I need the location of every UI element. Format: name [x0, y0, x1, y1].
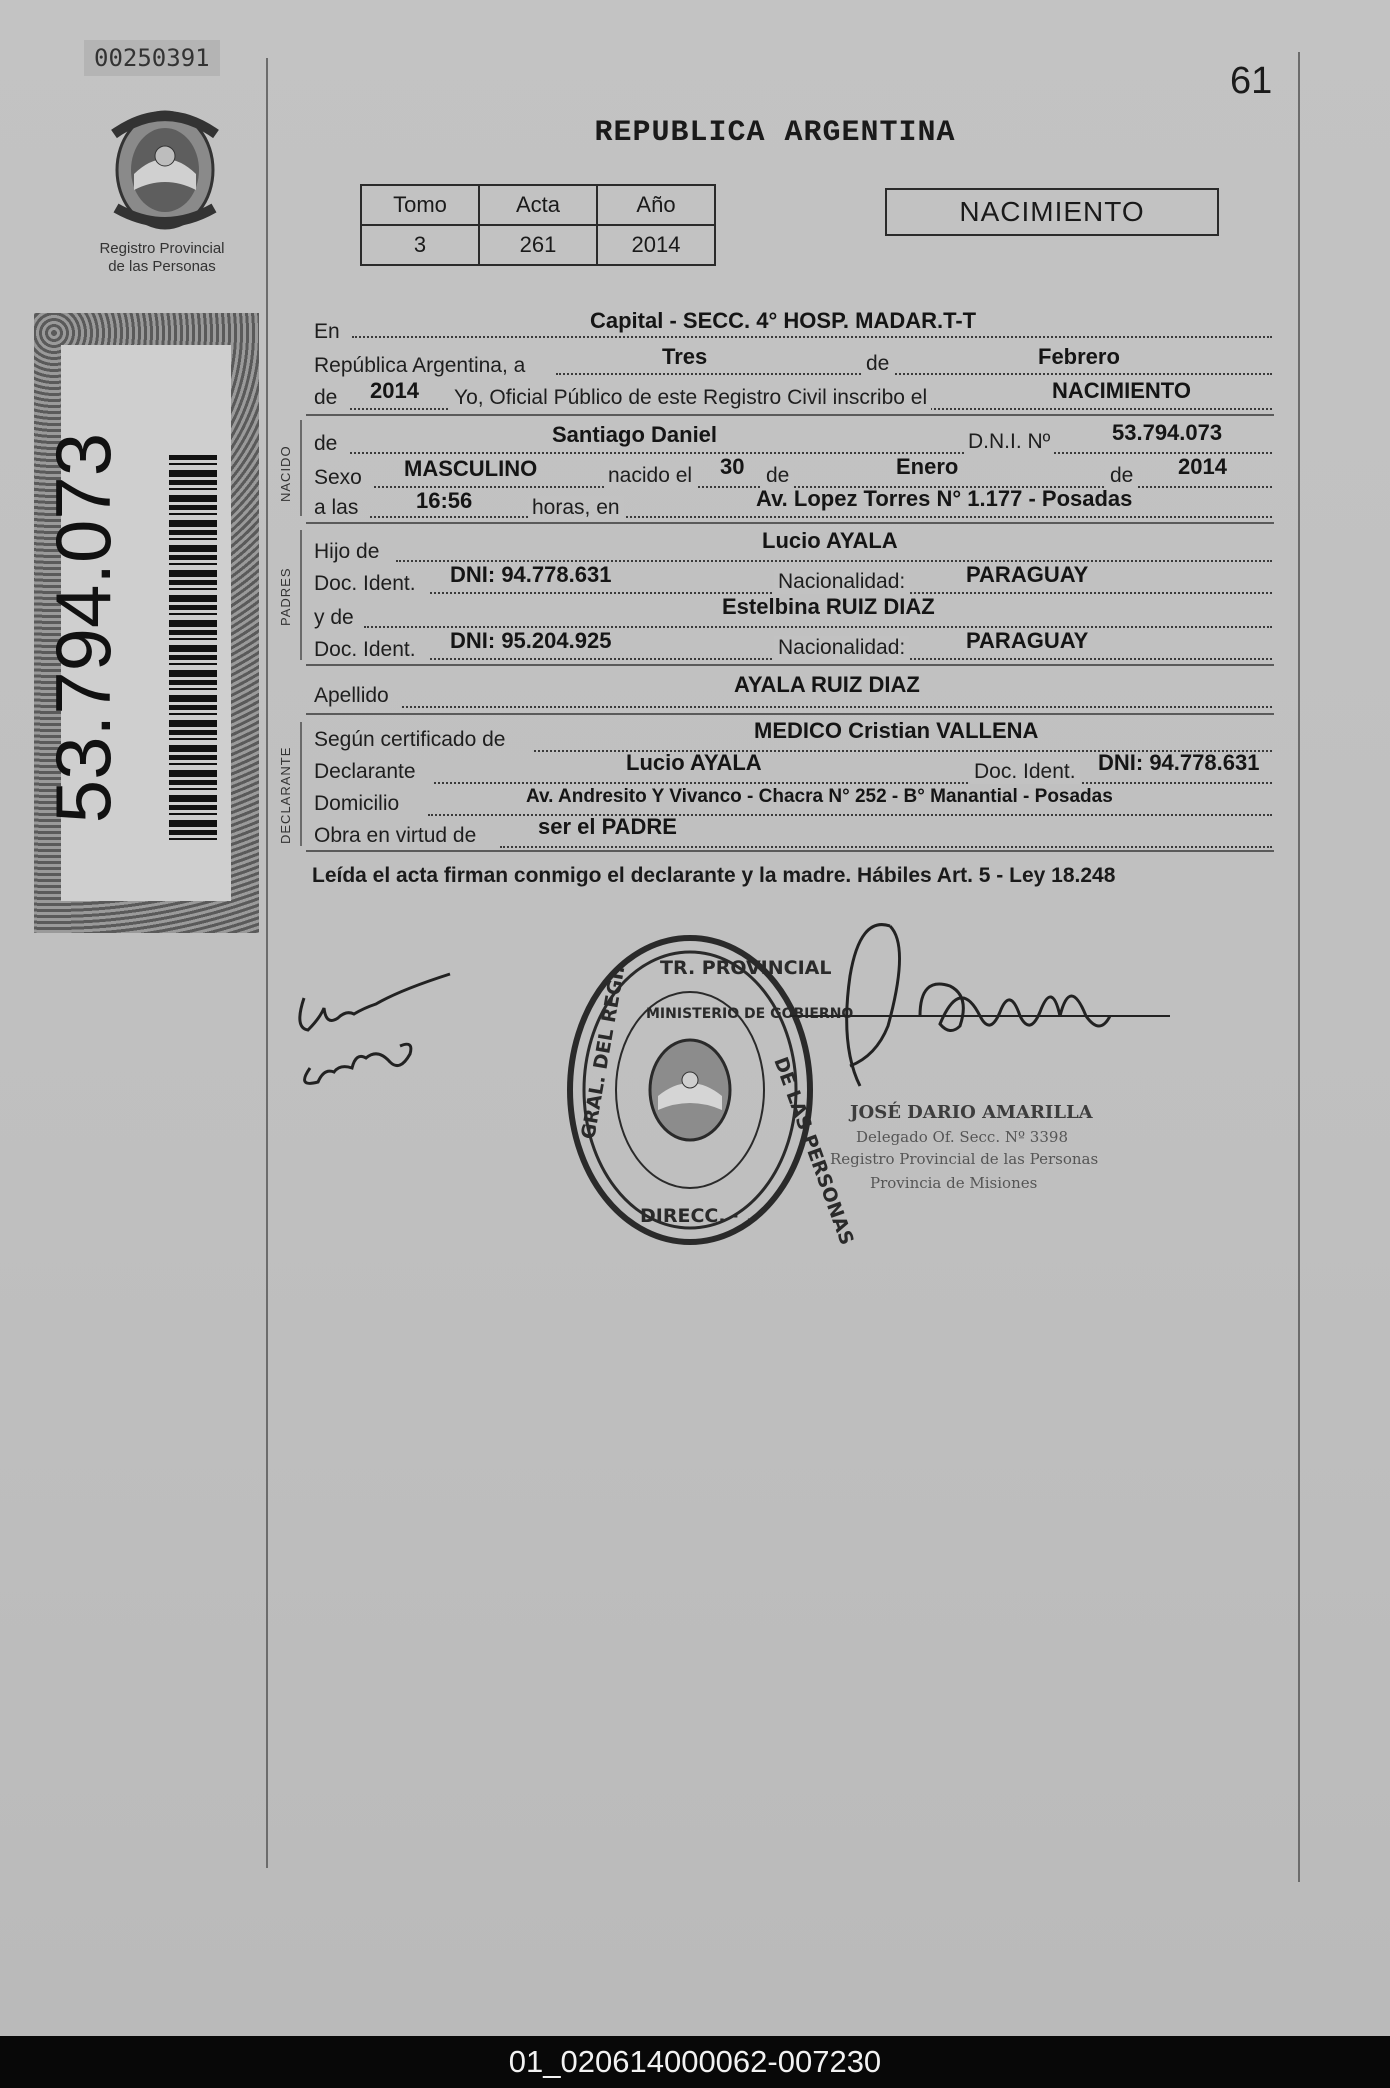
value-birth-month: Enero	[896, 454, 959, 479]
label-republica: República Argentina, a	[314, 354, 526, 377]
declarant-signature-icon	[290, 968, 460, 1098]
registry-label-line2: de las Personas	[108, 258, 216, 275]
barcode-label	[39, 345, 231, 901]
value-act: NACIMIENTO	[1052, 378, 1191, 403]
value-address: Av. Andresito Y Vivanco - Chacra N° 252 - B° Manantial - Posadas	[526, 786, 1113, 807]
document-id-bar: 01_020614000062-007230	[0, 2036, 1390, 2088]
barcode-number: 53.794.073	[39, 432, 127, 824]
barcode-bars	[169, 455, 217, 845]
value-by-virtue: ser el PADRE	[538, 814, 677, 839]
value-dni: 53.794.073	[1112, 420, 1223, 445]
label-de-name: de	[314, 432, 338, 455]
value-surname: AYALA RUIZ DIAZ	[734, 672, 920, 697]
value-mother-nat: PARAGUAY	[966, 628, 1089, 653]
separator-1	[306, 414, 1274, 416]
value-tomo: 3	[361, 225, 479, 265]
label-domicilio: Domicilio	[314, 792, 400, 815]
value-father-doc: DNI: 94.778.631	[450, 562, 612, 587]
value-certificate: MEDICO Cristian VALLENA	[754, 718, 1039, 743]
value-birth-day: 30	[720, 454, 745, 479]
separator-2	[306, 522, 1274, 524]
section-divider-1	[300, 420, 302, 516]
label-horas-en: horas, en	[528, 496, 624, 520]
label-de-year2: de	[1106, 464, 1137, 488]
header-tomo: Tomo	[361, 185, 479, 225]
official-stamp-icon	[560, 930, 858, 1250]
value-sex: MASCULINO	[404, 456, 538, 481]
separator-5	[306, 850, 1274, 852]
svg-text:TR. PROVINCIAL: TR. PROVINCIAL	[660, 957, 832, 979]
value-mother: Estelbina RUIZ DIAZ	[722, 594, 935, 619]
label-doc-ident-father: Doc. Ident.	[314, 572, 416, 595]
label-y-de: y de	[314, 606, 354, 629]
left-margin-line	[266, 58, 268, 1868]
label-de-year: de	[314, 386, 338, 409]
record-table-header	[361, 185, 715, 225]
section-label-declarante: DECLARANTE	[278, 746, 293, 844]
svg-text:MINISTERIO DE GOBIERNO: MINISTERIO DE GOBIERNO	[646, 1006, 854, 1022]
label-hijo-de: Hijo de	[314, 540, 380, 563]
official-name: JOSÉ DARIO AMARILLA	[850, 1102, 1093, 1123]
value-declarant-doc: DNI: 94.778.631	[1098, 750, 1260, 775]
document-title: REPUBLICA ARGENTINA	[594, 116, 956, 150]
label-doc-ident-mother: Doc. Ident.	[314, 638, 416, 661]
label-en: En	[314, 320, 340, 343]
header-acta: Acta	[479, 185, 597, 225]
value-year: 2014	[370, 378, 419, 403]
right-margin-line	[1298, 52, 1300, 1882]
barcode-panel	[34, 313, 259, 933]
header-ano: Año	[597, 185, 715, 225]
label-de-month: de	[762, 464, 793, 488]
closing-statement: Leída el acta firman conmigo el declarante y la madre. Hábiles Art. 5 - Ley 18.248	[312, 864, 1116, 887]
value-day-word: Tres	[662, 344, 708, 369]
section-label-padres: PADRES	[278, 567, 293, 626]
label-nacionalidad-mother: Nacionalidad:	[774, 636, 909, 660]
province-seal-icon	[104, 104, 226, 236]
value-father-nat: PARAGUAY	[966, 562, 1089, 587]
label-de-month-word: de	[862, 352, 893, 376]
separator-4	[306, 713, 1274, 715]
record-table-values	[361, 225, 715, 265]
svg-text:DIRECC. · .: DIRECC. · .	[640, 1205, 754, 1227]
value-ano: 2014	[597, 225, 715, 265]
label-a-las: a las	[314, 496, 359, 519]
svg-text:GRAL. DEL REGI.: GRAL. DEL REGI.	[577, 963, 630, 1141]
label-dni: D.N.I. Nº	[964, 430, 1054, 454]
value-father: Lucio AYALA	[762, 528, 898, 553]
serial-number: 00250391	[84, 40, 220, 76]
official-signature-icon	[790, 916, 1190, 1116]
label-sexo: Sexo	[314, 466, 362, 489]
value-month-word: Febrero	[1038, 344, 1120, 369]
value-birth-year: 2014	[1178, 454, 1227, 479]
value-birth-place: Av. Lopez Torres N° 1.177 - Posadas	[756, 486, 1133, 511]
label-apellido: Apellido	[314, 684, 389, 707]
value-place: Capital - SECC. 4° HOSP. MADAR.T-T	[590, 308, 977, 333]
official-office: Registro Provincial de las Personas	[830, 1150, 1099, 1168]
value-time: 16:56	[416, 488, 473, 513]
registry-label-line1: Registro Provincial	[99, 240, 225, 257]
act-type-box: NACIMIENTO	[885, 188, 1219, 236]
separator-3	[306, 664, 1274, 666]
label-declarante: Declarante	[314, 760, 416, 783]
record-table	[360, 184, 716, 266]
official-province: Provincia de Misiones	[870, 1174, 1038, 1192]
label-nacido-el: nacido el	[604, 464, 696, 488]
value-declarant: Lucio AYALA	[626, 750, 762, 775]
page-number: 61	[1230, 60, 1273, 102]
label-obra-en-virtud: Obra en virtud de	[314, 824, 477, 847]
value-acta: 261	[479, 225, 597, 265]
section-label-nacido: NACIDO	[278, 445, 293, 502]
value-mother-doc: DNI: 95.204.925	[450, 628, 612, 653]
label-yo: Yo, Oficial Público de este Registro Civil inscribo el	[450, 386, 931, 410]
label-nacionalidad-father: Nacionalidad:	[774, 570, 909, 594]
label-doc-ident-declarant: Doc. Ident.	[970, 760, 1080, 784]
svg-text:DE LAS PERSONAS: DE LAS PERSONAS	[769, 1054, 858, 1248]
official-role: Delegado Of. Secc. Nº 3398	[856, 1128, 1068, 1146]
section-divider-2	[300, 530, 302, 660]
value-name: Santiago Daniel	[552, 422, 718, 447]
section-divider-3	[300, 722, 302, 846]
label-segun-certificado: Según certificado de	[314, 728, 506, 751]
registry-label	[82, 240, 242, 276]
